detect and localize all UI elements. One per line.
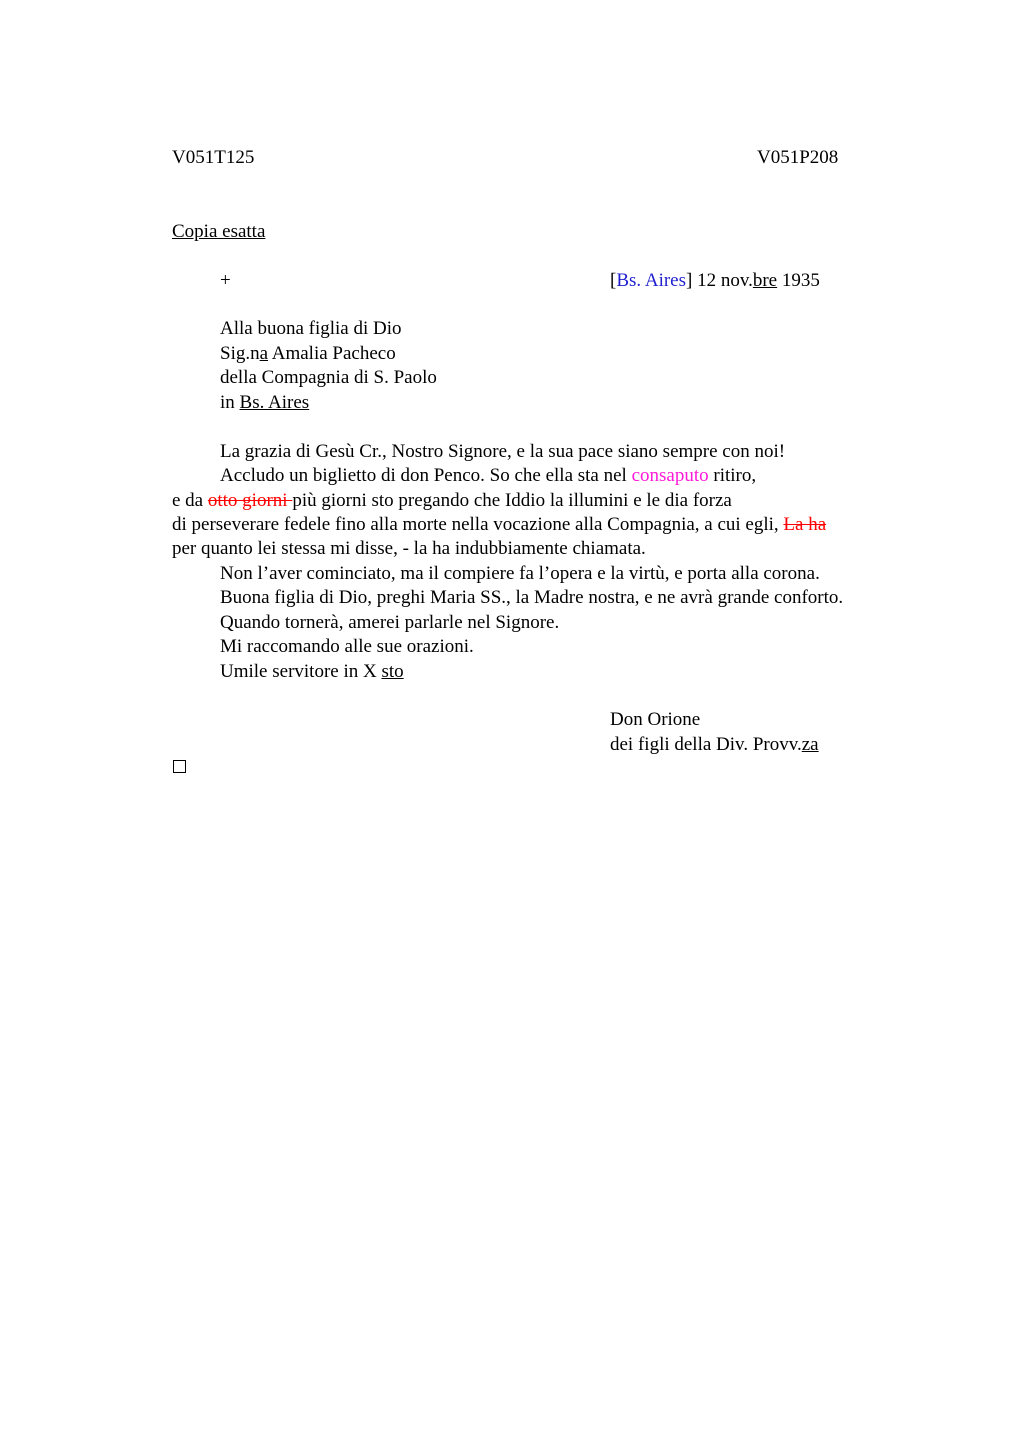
body-line-6: Non l’aver cominciato, ma il compiere fa l’opera e la virtù, e porta alla corona.: [220, 563, 820, 584]
closing-sup: sto: [381, 661, 404, 682]
address-line-2: [220, 342, 396, 366]
dateline: [610, 269, 820, 293]
body-line-4: [172, 513, 826, 537]
document-code-left: V051T125: [172, 147, 255, 168]
body-line-3-start: e da: [172, 490, 208, 511]
body-line-5: per quanto lei stessa mi disse, - la ha indubbiamente chiamata.: [172, 538, 646, 559]
dateline-year: 1935: [777, 270, 820, 291]
body-line-9: Mi raccomando alle sue orazioni.: [220, 636, 474, 657]
signature-title-sup: za: [801, 734, 819, 755]
dateline-month-sup: bre: [752, 270, 778, 291]
dateline-open-bracket: [: [610, 270, 617, 291]
body-line-1: La grazia di Gesù Cr., Nostro Signore, e la sua pace siano sempre con noi!: [220, 441, 786, 462]
signature-title-text: dei figli della Div. Provv.: [610, 734, 802, 755]
document-code-right: V051P208: [757, 147, 839, 168]
address-line-3: della Compagnia di S. Paolo: [220, 367, 437, 388]
body-line-2-text: Accludo un biglietto di don Penco. So che ella sta nel: [220, 465, 632, 486]
address-place: Bs. Aires: [239, 392, 310, 413]
dateline-date: ] 12 nov.: [686, 270, 753, 291]
body-line-4-text: di perseverare fedele fino alla morte nella vocazione alla Compagnia, a cui egli,: [172, 514, 784, 535]
body-line-3: [172, 489, 732, 513]
signature-title: [610, 733, 819, 757]
body-line-2-end: ritiro,: [708, 465, 757, 486]
address-name: Amalia Pacheco: [268, 343, 396, 364]
closing-text: Umile servitore in X: [220, 661, 382, 682]
address-line-4: [220, 391, 309, 415]
address-honorific-sup: a: [259, 343, 269, 364]
body-line-8: Quando tornerà, amerei parlarle nel Signore.: [220, 612, 560, 633]
closing-line: [220, 660, 404, 684]
body-line-2: [220, 464, 756, 488]
signature-name: Don Orione: [610, 709, 701, 730]
deleted-text: otto giorni: [207, 490, 293, 511]
address-honorific: Sig.n: [220, 343, 260, 364]
highlighted-word: consaputo: [631, 465, 709, 486]
document-title: Copia esatta: [172, 221, 266, 242]
dateline-place: Bs. Aires: [616, 270, 687, 291]
address-line-1: Alla buona figlia di Dio: [220, 318, 402, 339]
checkbox-square: [173, 760, 186, 773]
body-line-3-end: più giorni sto pregando che Iddio la illumini e le dia forza: [292, 490, 732, 511]
cross-symbol: +: [220, 270, 231, 291]
body-line-7: Buona figlia di Dio, preghi Maria SS., la Madre nostra, e ne avrà grande conforto.: [220, 587, 844, 608]
deleted-text: La ha: [783, 514, 827, 535]
address-in: in: [220, 392, 240, 413]
